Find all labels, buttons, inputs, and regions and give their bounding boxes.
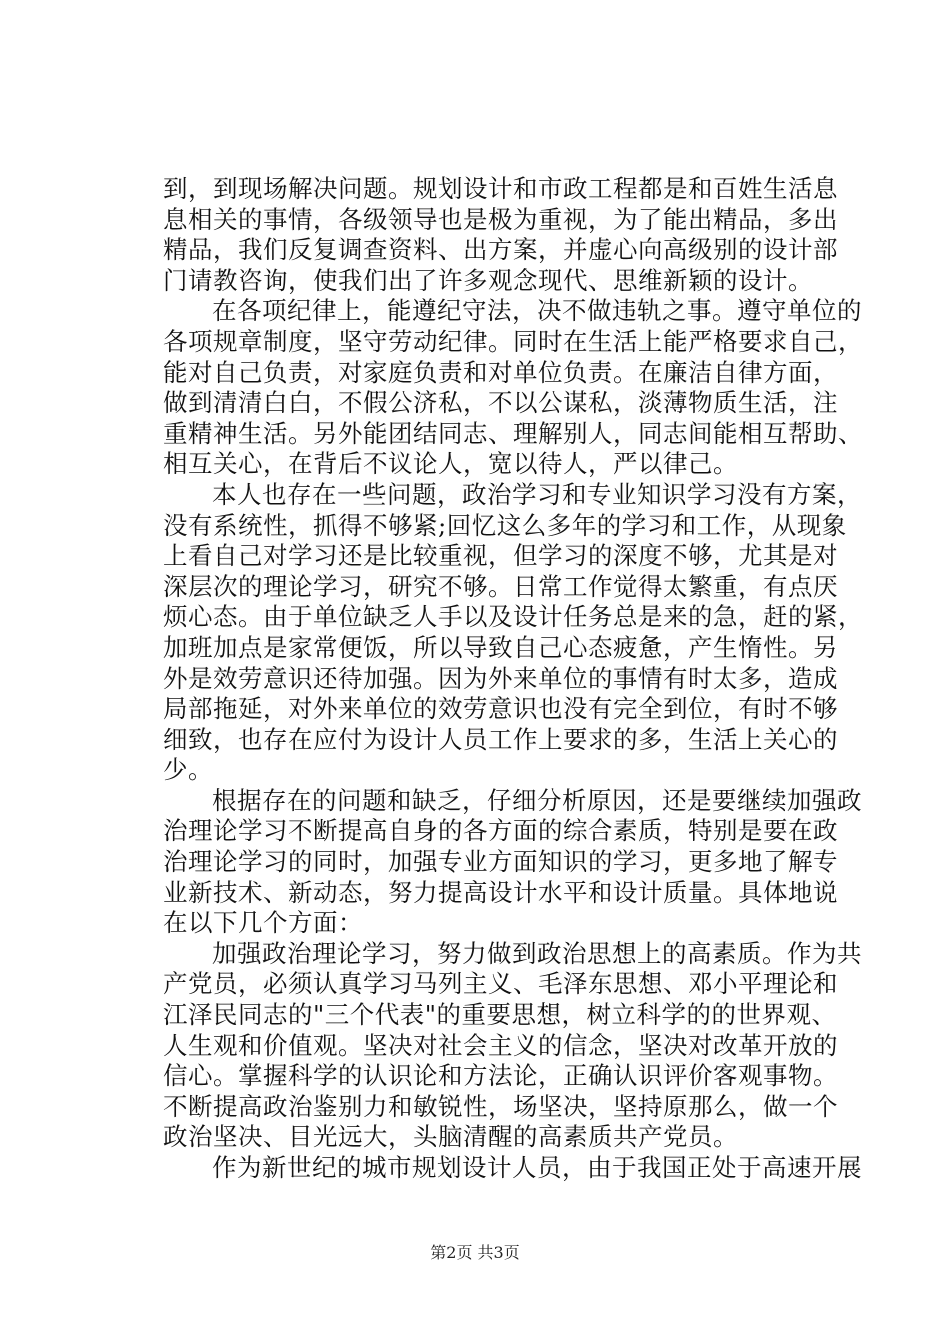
text-line: 细致，也存在应付为设计人员工作上要求的多，生活上关心的 [163, 724, 838, 754]
paragraph-first-line: 加强政治理论学习，努力做到政治思想上的高素质。作为共 [212, 938, 862, 968]
text-line: 江泽民同志的"三个代表"的重要思想，树立科学的的世界观、 [163, 1000, 837, 1030]
text-line: 各项规章制度，坚守劳动纪律。同时在生活上能严格要求自己， [163, 326, 863, 356]
text-line: 外是效劳意识还待加强。因为外来单位的事情有时太多，造成 [163, 663, 838, 693]
text-line: 重精神生活。另外能团结同志、理解别人，同志间能相互帮助、 [163, 418, 863, 448]
text-line: 精品，我们反复调查资料、出方案，并虚心向高级别的设计部 [163, 235, 838, 265]
text-line: 人生观和价值观。坚决对社会主义的信念，坚决对改革开放的 [163, 1030, 838, 1060]
text-line: 上看自己对学习还是比较重视，但学习的深度不够，尤其是对 [163, 541, 838, 571]
text-line: 治理论学习不断提高自身的各方面的综合素质，特别是要在政 [163, 816, 838, 846]
text-line: 到，到现场解决问题。规划设计和市政工程都是和百姓生活息 [163, 174, 838, 203]
text-line: 深层次的理论学习，研究不够。日常工作觉得太繁重，有点厌 [163, 571, 838, 601]
text-line: 少。 [163, 755, 213, 785]
paragraph-first-line: 作为新世纪的城市规划设计人员，由于我国正处于高速开展 [212, 1153, 862, 1182]
text-line: 产党员，必须认真学习马列主义、毛泽东思想、邓小平理论和 [163, 969, 838, 999]
text-line: 门请教咨询，使我们出了许多观念现代、思维新颖的设计。 [163, 265, 813, 295]
document-body [163, 174, 863, 1184]
text-line: 做到清清白白，不假公济私，不以公谋私，淡薄物质生活，注 [163, 388, 838, 418]
paragraph-first-line: 根据存在的问题和缺乏，仔细分析原因，还是要继续加强政 [212, 785, 862, 815]
text-line: 不断提高政治鉴别力和敏锐性，场坚决，坚持原那么，做一个 [163, 1091, 838, 1121]
text-line: 局部拖延，对外来单位的效劳意识也没有完全到位，有时不够 [163, 694, 838, 724]
text-line: 相互关心，在背后不议论人，宽以待人，严以律己。 [163, 449, 738, 479]
page-number-footer: 第2页 共3页 [430, 1243, 520, 1262]
text-line: 息相关的事情，各级领导也是极为重视，为了能出精品，多出 [163, 204, 838, 234]
text-line: 在以下几个方面： [163, 908, 363, 938]
text-line: 加班加点是家常便饭，所以导致自己心态疲惫，产生惰性。另 [163, 632, 838, 662]
text-line: 政治坚决、目光远大，头脑清醒的高素质共产党员。 [163, 1122, 738, 1152]
paragraph-first-line: 在各项纪律上，能遵纪守法，决不做违轨之事。遵守单位的 [212, 296, 862, 326]
text-line: 烦心态。由于单位缺乏人手以及设计任务总是来的急，赶的紧， [163, 602, 863, 632]
text-line: 信心。掌握科学的认识论和方法论，正确认识评价客观事物。 [163, 1061, 838, 1091]
text-line: 能对自己负责，对家庭负责和对单位负责。在廉洁自律方面， [163, 357, 838, 387]
text-line: 治理论学习的同时，加强专业方面知识的学习，更多地了解专 [163, 847, 838, 877]
text-line: 没有系统性，抓得不够紧;回忆这么多年的学习和工作，从现象 [163, 510, 847, 540]
text-line: 业新技术、新动态，努力提高设计水平和设计质量。具体地说 [163, 877, 838, 907]
paragraph-first-line: 本人也存在一些问题，政治学习和专业知识学习没有方案， [212, 479, 862, 509]
